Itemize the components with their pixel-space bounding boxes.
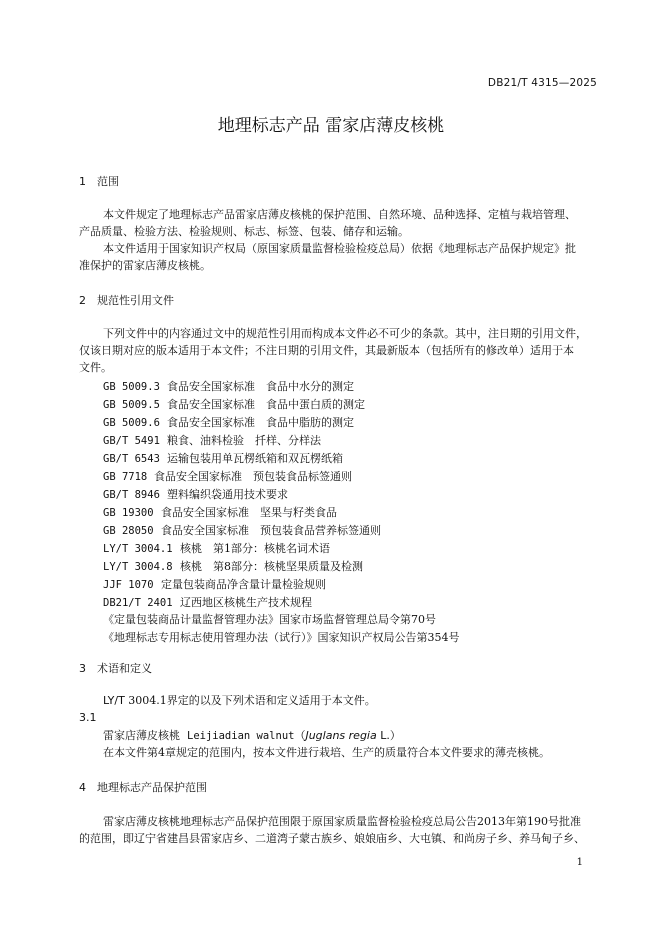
reference-code: LY/T 3004.8: [103, 561, 173, 573]
reference-item: [103, 486, 288, 502]
paragraph-line: 雷家店薄皮核桃地理标志产品保护范围限于原国家质量监督检验检疫总局公告2013年第190号批准: [103, 815, 581, 828]
reference-item: 《地理标志专用标志使用管理办法（试行）》国家知识产权局公告第354号: [103, 631, 460, 644]
page-number: 1: [576, 857, 583, 868]
reference-title: 运输包装用单瓦楞纸箱和双瓦楞纸箱: [167, 452, 343, 465]
reference-code: GB 19300: [103, 507, 154, 519]
reference-code: JJF 1070: [103, 579, 154, 591]
paragraph-line: 准保护的雷家店薄皮核桃。: [79, 259, 211, 272]
reference-title: 食品安全国家标准 食品中蛋白质的测定: [167, 398, 365, 411]
reference-title: 食品安全国家标准 预包装食品营养标签通则: [161, 524, 381, 537]
section-title: 范围: [97, 175, 119, 188]
reference-item: [103, 558, 363, 574]
reference-code: LY/T 3004.1: [103, 543, 173, 555]
reference-item: [103, 414, 354, 430]
term-latin-open: （: [294, 729, 306, 742]
term-definition: 在本文件第4章规定的范围内，按本文件进行栽培、生产的质量符合本文件要求的薄壳核桃。: [103, 746, 550, 759]
reference-title: 粮食、油料检验 扦样、分样法: [167, 434, 321, 447]
reference-item: [103, 450, 343, 466]
paragraph-line: 下列文件中的内容通过文中的规范性引用而构成本文件必不可少的条款。其中，注日期的引用文件，: [103, 327, 587, 340]
term-number: 3.1: [79, 711, 97, 724]
reference-item: [103, 468, 352, 484]
paragraph-line: 的范围，即辽宁省建昌县雷家店乡、二道湾子蒙古族乡、娘娘庙乡、大屯镇、和尚房子乡、养马甸子乡、: [79, 832, 585, 845]
reference-item: 《定量包装商品计量监督管理办法》国家市场监督管理总局令第70号: [103, 613, 436, 626]
term-entry: [103, 727, 401, 745]
reference-title: 食品安全国家标准 预包装食品标签通则: [154, 470, 352, 483]
section-1-heading: [79, 173, 119, 189]
reference-title: 食品安全国家标准 坚果与籽类食品: [161, 506, 337, 519]
reference-code: GB/T 6543: [103, 453, 160, 465]
section-number: 4: [79, 781, 86, 794]
section-2-heading: [79, 292, 174, 308]
paragraph-line: 仅该日期对应的版本适用于本文件；不注日期的引用文件，其最新版本（包括所有的修改单）适用于本: [79, 344, 574, 357]
reference-title: 定量包装商品净含量计量检验规则: [161, 578, 326, 591]
section-3-heading: [79, 660, 152, 676]
paragraph-line: [103, 692, 376, 709]
term-latin-name: Juglans regia: [305, 729, 377, 742]
reference-item: [103, 594, 312, 610]
reference-title: 食品安全国家标准 食品中水分的测定: [167, 380, 354, 393]
reference-code: GB 28050: [103, 525, 154, 537]
section-number: 2: [79, 294, 86, 307]
paragraph-line: 产品质量、检验方法、检验规则、标志、标签、包装、储存和运输。: [79, 225, 409, 238]
reference-item: [103, 396, 365, 412]
document-title: 地理标志产品 雷家店薄皮核桃: [217, 116, 445, 136]
standard-number: DB21/T 4315—2025: [487, 77, 597, 89]
section-4-heading: [79, 779, 207, 795]
reference-item: [103, 576, 326, 592]
reference-code: DB21/T 2401: [103, 597, 173, 609]
reference-title: 核桃 第1部分：核桃名词术语: [180, 542, 330, 555]
term-chinese: 雷家店薄皮核桃: [103, 729, 180, 742]
reference-code: LY/T: [103, 694, 125, 707]
paragraph-text: 3004.1界定的以及下列术语和定义适用于本文件。: [124, 694, 376, 707]
reference-code: GB 5009.3: [103, 381, 160, 393]
section-title: 术语和定义: [97, 662, 152, 675]
paragraph-line: 本文件规定了地理标志产品雷家店薄皮核桃的保护范围、自然环境、品种选择、定植与栽培管理、: [103, 208, 576, 221]
reference-title: 塑料编织袋通用技术要求: [167, 488, 288, 501]
reference-code: GB 7718: [103, 471, 148, 483]
reference-code: GB/T 5491: [103, 435, 160, 447]
reference-item: [103, 504, 337, 520]
paragraph-line: 本文件适用于国家知识产权局（原国家质量监督检验检疫总局）依据《地理标志产品保护规定》批: [103, 242, 576, 255]
reference-code: GB 5009.6: [103, 417, 160, 429]
paragraph-line: 文件。: [79, 361, 112, 374]
section-title: 规范性引用文件: [97, 294, 174, 307]
term-english: Leijiadian walnut: [187, 730, 295, 742]
reference-code: GB 5009.5: [103, 399, 160, 411]
reference-item: [103, 540, 330, 556]
section-number: 3: [79, 662, 86, 675]
reference-item: [103, 378, 354, 394]
section-number: 1: [79, 175, 86, 188]
reference-code: GB/T 8946: [103, 489, 160, 501]
reference-title: 核桃 第8部分：核桃坚果质量及检测: [180, 560, 363, 573]
reference-item: [103, 432, 321, 448]
section-title: 地理标志产品保护范围: [97, 781, 207, 794]
term-latin-close: L.）: [376, 729, 401, 742]
reference-title: 辽西地区核桃生产技术规程: [180, 596, 312, 609]
reference-item: [103, 522, 381, 538]
reference-title: 食品安全国家标准 食品中脂肪的测定: [167, 416, 354, 429]
